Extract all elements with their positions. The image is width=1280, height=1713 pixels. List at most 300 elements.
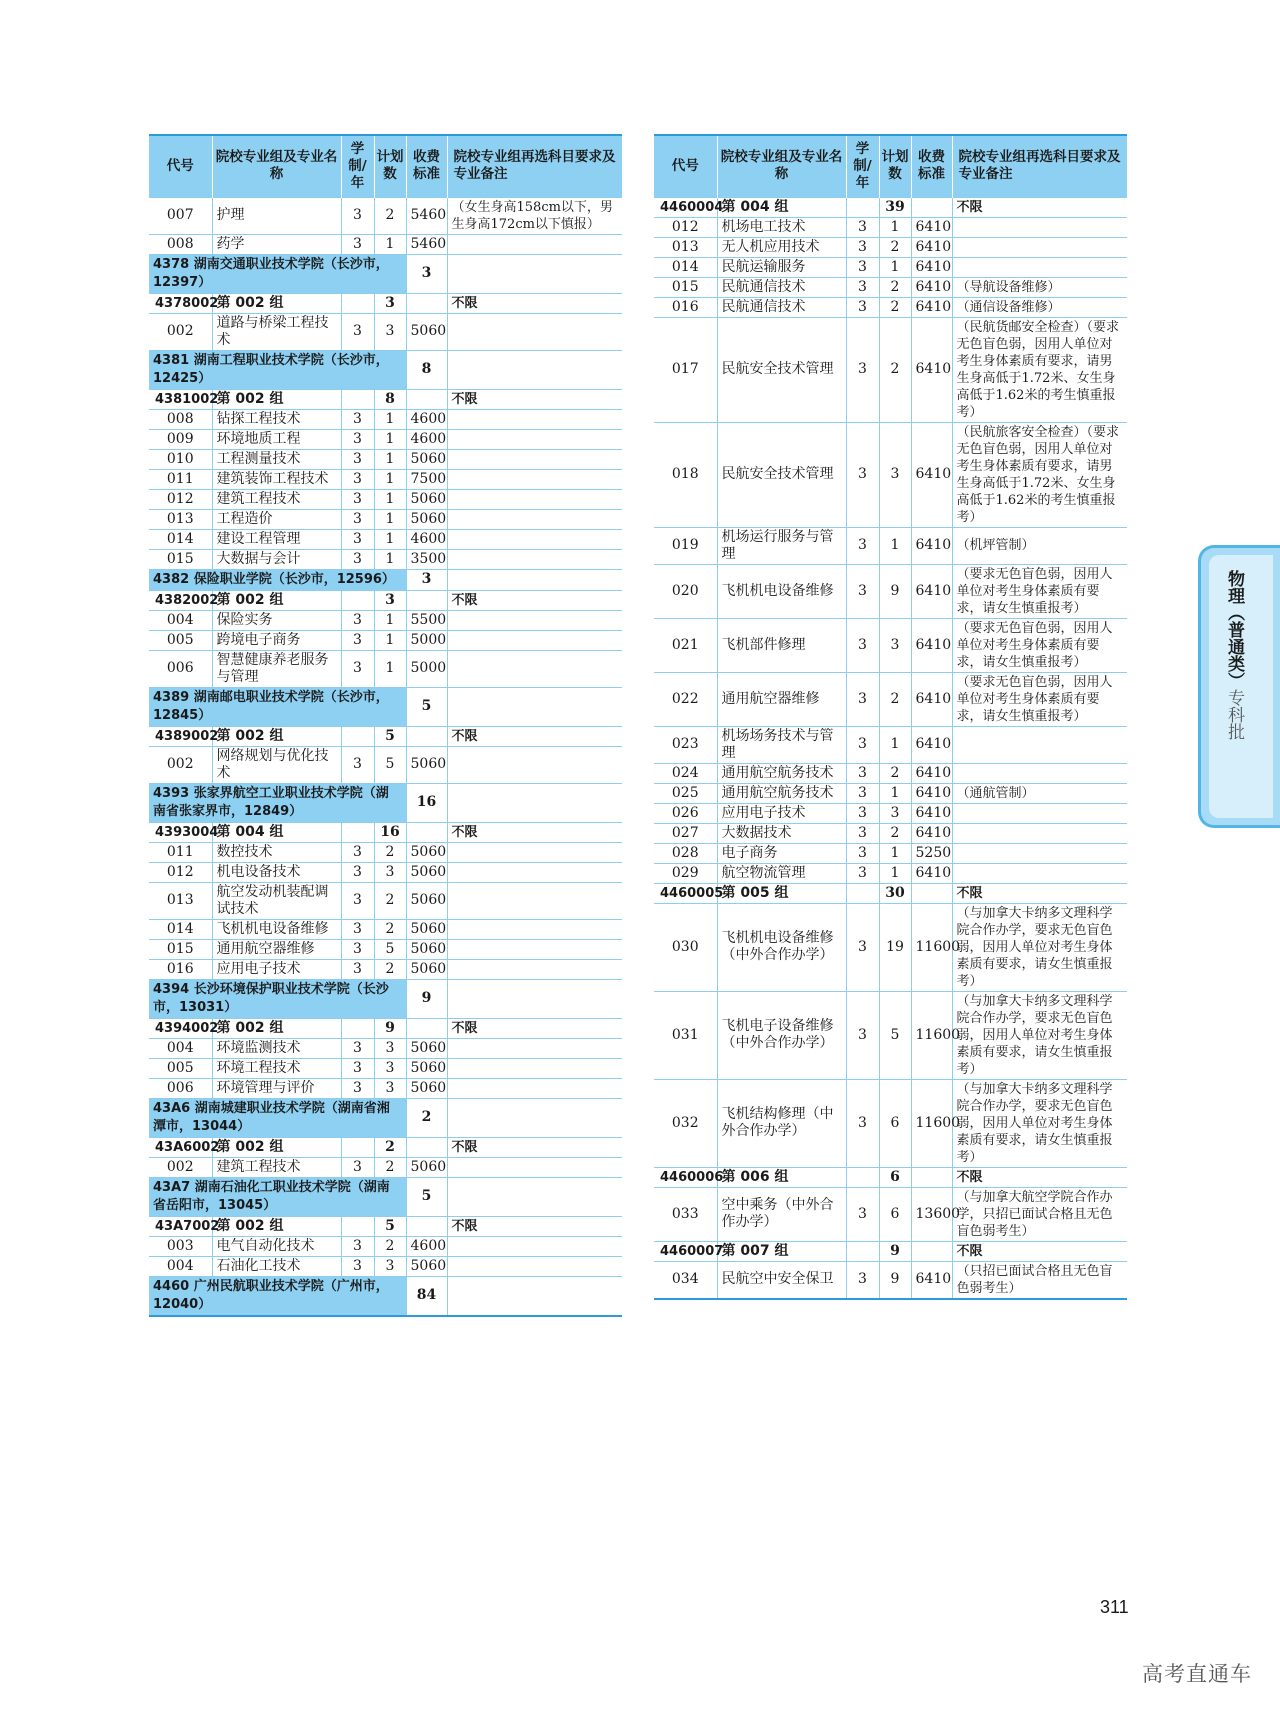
major-fee: 11600 xyxy=(911,903,952,991)
major-name: 环境管理与评价 xyxy=(212,1078,341,1098)
major-plan: 3 xyxy=(879,618,911,672)
major-note xyxy=(447,1236,622,1256)
group-plan: 30 xyxy=(879,883,911,903)
major-row xyxy=(149,610,622,630)
major-code: 019 xyxy=(654,527,717,564)
major-code: 012 xyxy=(149,862,212,882)
school-row xyxy=(149,1177,622,1216)
major-years: 3 xyxy=(341,610,374,630)
major-name: 数控技术 xyxy=(212,842,341,862)
major-name: 护理 xyxy=(212,197,341,234)
major-note xyxy=(447,882,622,919)
group-name: 第 002 组 xyxy=(212,389,341,409)
major-row xyxy=(149,842,622,862)
major-years: 3 xyxy=(341,313,374,350)
group-code: 4460007 xyxy=(654,1241,717,1261)
major-plan: 1 xyxy=(374,409,406,429)
major-code: 008 xyxy=(149,409,212,429)
group-years xyxy=(846,883,879,903)
group-fee xyxy=(911,1241,952,1261)
major-plan: 1 xyxy=(879,217,911,237)
major-plan: 1 xyxy=(374,630,406,650)
major-code: 008 xyxy=(149,234,212,254)
group-requirement: 不限 xyxy=(952,1241,1127,1261)
major-years: 3 xyxy=(341,939,374,959)
school-row xyxy=(149,783,622,822)
major-code: 002 xyxy=(149,746,212,783)
major-years: 3 xyxy=(846,527,879,564)
major-years: 3 xyxy=(846,297,879,317)
major-row xyxy=(654,1079,1127,1167)
group-fee xyxy=(911,197,952,217)
major-code: 033 xyxy=(654,1187,717,1241)
major-code: 030 xyxy=(654,903,717,991)
school-plan: 16 xyxy=(406,783,447,822)
major-row xyxy=(654,564,1127,618)
major-note xyxy=(447,746,622,783)
group-row xyxy=(654,1167,1127,1187)
major-fee: 5060 xyxy=(406,959,447,979)
major-code: 011 xyxy=(149,469,212,489)
section-side-tab xyxy=(1198,545,1280,828)
group-row xyxy=(149,293,622,313)
major-fee: 11600 xyxy=(911,1079,952,1167)
major-fee: 6410 xyxy=(911,763,952,783)
major-row xyxy=(149,489,622,509)
major-plan: 1 xyxy=(374,489,406,509)
major-note: （机坪管制） xyxy=(952,527,1127,564)
major-row xyxy=(149,1157,622,1177)
group-code: 4393004 xyxy=(149,822,212,842)
major-name: 网络规划与优化技术 xyxy=(212,746,341,783)
major-code: 021 xyxy=(654,618,717,672)
major-name: 通用航空航务技术 xyxy=(717,763,846,783)
school-plan: 9 xyxy=(406,979,447,1018)
major-note xyxy=(447,1038,622,1058)
major-fee: 5000 xyxy=(406,650,447,687)
major-row xyxy=(654,783,1127,803)
school-row xyxy=(149,979,622,1018)
major-years: 3 xyxy=(846,1079,879,1167)
major-fee: 5250 xyxy=(911,843,952,863)
major-years: 3 xyxy=(846,277,879,297)
major-name: 通用航空器维修 xyxy=(212,939,341,959)
group-years xyxy=(341,1137,374,1157)
major-years: 3 xyxy=(846,726,879,763)
school-plan: 8 xyxy=(406,350,447,389)
header-fee: 收费标准 xyxy=(911,135,952,197)
group-code: 4381002 xyxy=(149,389,212,409)
major-name: 飞机电子设备维修（中外合作办学） xyxy=(717,991,846,1079)
major-note xyxy=(447,509,622,529)
school-plan: 3 xyxy=(406,569,447,590)
major-note xyxy=(952,823,1127,843)
major-plan: 2 xyxy=(879,237,911,257)
major-note xyxy=(952,237,1127,257)
major-fee: 5460 xyxy=(406,234,447,254)
major-plan: 3 xyxy=(374,313,406,350)
major-plan: 3 xyxy=(879,803,911,823)
major-row xyxy=(149,882,622,919)
group-name: 第 007 组 xyxy=(717,1241,846,1261)
major-note: （通航管制） xyxy=(952,783,1127,803)
major-years: 3 xyxy=(846,823,879,843)
major-name: 航空发动机装配调试技术 xyxy=(212,882,341,919)
major-name: 民航安全技术管理 xyxy=(717,317,846,422)
group-plan: 16 xyxy=(374,822,406,842)
major-years: 3 xyxy=(341,197,374,234)
group-name: 第 002 组 xyxy=(212,1137,341,1157)
school-plan: 84 xyxy=(406,1276,447,1316)
school-name: 4389 湖南邮电职业技术学院（长沙市，12845） xyxy=(149,687,406,726)
group-row xyxy=(149,1018,622,1038)
major-plan: 1 xyxy=(374,529,406,549)
group-fee xyxy=(406,1137,447,1157)
major-row xyxy=(654,863,1127,883)
school-plan: 3 xyxy=(406,254,447,293)
major-years: 3 xyxy=(846,217,879,237)
major-code: 015 xyxy=(149,939,212,959)
major-note xyxy=(447,1078,622,1098)
major-years: 3 xyxy=(341,959,374,979)
watermark: 高考直通车 xyxy=(1142,1662,1252,1686)
major-plan: 1 xyxy=(374,469,406,489)
group-row xyxy=(149,726,622,746)
major-years: 3 xyxy=(341,469,374,489)
major-row xyxy=(149,939,622,959)
major-code: 015 xyxy=(654,277,717,297)
group-fee xyxy=(406,726,447,746)
major-years: 3 xyxy=(341,842,374,862)
major-code: 011 xyxy=(149,842,212,862)
school-row xyxy=(149,1098,622,1137)
major-plan: 3 xyxy=(879,422,911,527)
major-plan: 9 xyxy=(879,1261,911,1299)
major-code: 004 xyxy=(149,610,212,630)
major-code: 013 xyxy=(654,237,717,257)
major-years: 3 xyxy=(846,991,879,1079)
major-code: 007 xyxy=(149,197,212,234)
major-note xyxy=(447,449,622,469)
major-fee: 6410 xyxy=(911,726,952,763)
major-fee: 4600 xyxy=(406,529,447,549)
major-fee: 6410 xyxy=(911,672,952,726)
group-plan: 9 xyxy=(879,1241,911,1261)
major-name: 智慧健康养老服务与管理 xyxy=(212,650,341,687)
major-fee: 5060 xyxy=(406,746,447,783)
major-plan: 3 xyxy=(374,1058,406,1078)
major-note: （要求无色盲色弱，因用人单位对考生身体素质有要求，请女生慎重报考） xyxy=(952,672,1127,726)
group-years xyxy=(846,197,879,217)
school-name: 43A6 湖南城建职业技术学院（湖南省湘潭市，13044） xyxy=(149,1098,406,1137)
header-code: 代号 xyxy=(149,135,212,197)
header-name: 院校专业组及专业名称 xyxy=(717,135,846,197)
major-name: 药学 xyxy=(212,234,341,254)
group-code: 4460004 xyxy=(654,197,717,217)
major-code: 005 xyxy=(149,630,212,650)
group-code: 4394002 xyxy=(149,1018,212,1038)
major-note: （与加拿大卡纳多文理科学院合作办学，要求无色盲色弱，因用人单位对考生身体素质有要求，请女生慎重报考） xyxy=(952,1079,1127,1167)
group-plan: 5 xyxy=(374,726,406,746)
major-plan: 1 xyxy=(879,257,911,277)
major-fee: 5060 xyxy=(406,449,447,469)
major-row xyxy=(149,549,622,569)
major-note xyxy=(447,1058,622,1078)
major-row xyxy=(654,257,1127,277)
major-note xyxy=(447,529,622,549)
major-row xyxy=(654,237,1127,257)
major-row xyxy=(149,529,622,549)
major-note xyxy=(952,843,1127,863)
group-code: 4382002 xyxy=(149,590,212,610)
major-row xyxy=(149,919,622,939)
major-name: 民航通信技术 xyxy=(717,277,846,297)
group-years xyxy=(846,1241,879,1261)
major-years: 3 xyxy=(341,1157,374,1177)
major-name: 大数据与会计 xyxy=(212,549,341,569)
major-note xyxy=(447,630,622,650)
major-name: 应用电子技术 xyxy=(717,803,846,823)
school-row xyxy=(149,687,622,726)
major-plan: 3 xyxy=(374,1078,406,1098)
group-requirement: 不限 xyxy=(447,822,622,842)
major-fee: 6410 xyxy=(911,317,952,422)
school-name: 4393 张家界航空工业职业技术学院（湖南省张家界市，12849） xyxy=(149,783,406,822)
group-years xyxy=(341,726,374,746)
major-fee: 5060 xyxy=(406,1256,447,1276)
major-code: 020 xyxy=(654,564,717,618)
group-row xyxy=(149,590,622,610)
major-plan: 3 xyxy=(374,862,406,882)
major-years: 3 xyxy=(341,234,374,254)
major-plan: 3 xyxy=(374,1038,406,1058)
major-name: 飞机结构修理（中外合作办学） xyxy=(717,1079,846,1167)
admission-table-right xyxy=(654,134,1127,1300)
major-name: 机电设备技术 xyxy=(212,862,341,882)
major-row xyxy=(654,618,1127,672)
major-plan: 9 xyxy=(879,564,911,618)
major-code: 015 xyxy=(149,549,212,569)
school-name: 4378 湖南交通职业技术学院（长沙市，12397） xyxy=(149,254,406,293)
major-code: 028 xyxy=(654,843,717,863)
group-fee xyxy=(406,590,447,610)
major-fee: 5060 xyxy=(406,939,447,959)
major-code: 023 xyxy=(654,726,717,763)
major-row xyxy=(149,650,622,687)
major-code: 006 xyxy=(149,650,212,687)
major-row xyxy=(149,409,622,429)
major-years: 3 xyxy=(846,257,879,277)
major-years: 3 xyxy=(846,422,879,527)
major-fee: 5060 xyxy=(406,882,447,919)
major-plan: 2 xyxy=(879,763,911,783)
group-requirement: 不限 xyxy=(447,1137,622,1157)
major-years: 3 xyxy=(846,237,879,257)
major-years: 3 xyxy=(846,618,879,672)
major-code: 024 xyxy=(654,763,717,783)
school-plan: 2 xyxy=(406,1098,447,1137)
major-note xyxy=(447,409,622,429)
major-fee: 5060 xyxy=(406,1058,447,1078)
major-plan: 2 xyxy=(879,823,911,843)
major-plan: 6 xyxy=(879,1079,911,1167)
major-row xyxy=(149,449,622,469)
school-empty xyxy=(447,254,622,293)
major-code: 026 xyxy=(654,803,717,823)
major-note: （民航旅客安全检查）（要求无色盲色弱，因用人单位对考生身体素质有要求，请男生身高低于1.72米、女生身高低于1.62米的考生慎重报考） xyxy=(952,422,1127,527)
major-note: （只招已面试合格且无色盲色弱考生） xyxy=(952,1261,1127,1299)
major-plan: 2 xyxy=(374,919,406,939)
major-fee: 6410 xyxy=(911,217,952,237)
major-row xyxy=(654,277,1127,297)
major-row xyxy=(654,317,1127,422)
major-fee: 5060 xyxy=(406,313,447,350)
major-note xyxy=(447,234,622,254)
group-requirement: 不限 xyxy=(447,726,622,746)
group-plan: 39 xyxy=(879,197,911,217)
major-note: （与加拿大卡纳多文理科学院合作办学，要求无色盲色弱，因用人单位对考生身体素质有要求，请女生慎重报考） xyxy=(952,903,1127,991)
major-plan: 1 xyxy=(374,234,406,254)
major-years: 3 xyxy=(846,672,879,726)
major-fee: 6410 xyxy=(911,618,952,672)
side-tab-inner xyxy=(1209,555,1273,818)
group-fee xyxy=(406,822,447,842)
group-name: 第 002 组 xyxy=(212,590,341,610)
major-years: 3 xyxy=(341,1078,374,1098)
header-code: 代号 xyxy=(654,135,717,197)
school-name: 4381 湖南工程职业技术学院（长沙市，12425） xyxy=(149,350,406,389)
major-years: 3 xyxy=(341,862,374,882)
major-row xyxy=(654,217,1127,237)
major-row xyxy=(149,509,622,529)
group-plan: 6 xyxy=(879,1167,911,1187)
major-plan: 3 xyxy=(374,1256,406,1276)
major-name: 机场电工技术 xyxy=(717,217,846,237)
school-row xyxy=(149,569,622,590)
major-name: 机场场务技术与管理 xyxy=(717,726,846,763)
major-years: 3 xyxy=(341,549,374,569)
group-code: 43A7002 xyxy=(149,1216,212,1236)
group-years xyxy=(341,293,374,313)
header-years: 学制/年 xyxy=(846,135,879,197)
major-name: 道路与桥梁工程技术 xyxy=(212,313,341,350)
major-fee: 4600 xyxy=(406,409,447,429)
major-plan: 2 xyxy=(879,317,911,422)
major-name: 通用航空航务技术 xyxy=(717,783,846,803)
major-fee: 5500 xyxy=(406,610,447,630)
group-years xyxy=(341,1018,374,1038)
major-row xyxy=(149,1236,622,1256)
major-fee: 6410 xyxy=(911,803,952,823)
major-years: 3 xyxy=(846,803,879,823)
major-note xyxy=(952,763,1127,783)
left-table-body xyxy=(149,197,622,1316)
major-code: 009 xyxy=(149,429,212,449)
school-row xyxy=(149,254,622,293)
header-requirements: 院校专业组再选科目要求及专业备注 xyxy=(447,135,622,197)
major-plan: 1 xyxy=(879,726,911,763)
major-plan: 2 xyxy=(374,197,406,234)
major-row xyxy=(654,672,1127,726)
major-note xyxy=(447,959,622,979)
major-years: 3 xyxy=(341,429,374,449)
major-name: 建筑工程技术 xyxy=(212,1157,341,1177)
group-requirement: 不限 xyxy=(447,1216,622,1236)
major-note xyxy=(447,1157,622,1177)
major-note xyxy=(447,429,622,449)
major-plan: 6 xyxy=(879,1187,911,1241)
major-fee: 6410 xyxy=(911,783,952,803)
school-empty xyxy=(447,569,622,590)
group-code: 4389002 xyxy=(149,726,212,746)
major-years: 3 xyxy=(846,783,879,803)
major-fee: 13600 xyxy=(911,1187,952,1241)
major-row xyxy=(149,197,622,234)
major-fee: 5060 xyxy=(406,509,447,529)
right-table-body xyxy=(654,197,1127,1299)
major-code: 005 xyxy=(149,1058,212,1078)
major-row xyxy=(654,763,1127,783)
major-plan: 2 xyxy=(879,672,911,726)
group-code: 4460006 xyxy=(654,1167,717,1187)
group-years xyxy=(341,389,374,409)
group-fee xyxy=(911,883,952,903)
school-name: 4460 广州民航职业技术学院（广州市，12040） xyxy=(149,1276,406,1316)
major-row xyxy=(149,1078,622,1098)
major-name: 环境地质工程 xyxy=(212,429,341,449)
major-plan: 2 xyxy=(374,842,406,862)
school-plan: 5 xyxy=(406,687,447,726)
school-empty xyxy=(447,350,622,389)
major-code: 022 xyxy=(654,672,717,726)
major-note: （民航货邮安全检查）（要求无色盲色弱，因用人单位对考生身体素质有要求，请男生身高低于1.72米、女生身高低于1.62米的考生慎重报考） xyxy=(952,317,1127,422)
major-years: 3 xyxy=(341,1236,374,1256)
major-plan: 2 xyxy=(374,1157,406,1177)
major-code: 025 xyxy=(654,783,717,803)
major-row xyxy=(654,297,1127,317)
major-plan: 2 xyxy=(374,959,406,979)
major-note xyxy=(952,257,1127,277)
major-name: 建筑工程技术 xyxy=(212,489,341,509)
group-years xyxy=(341,822,374,842)
major-fee: 6410 xyxy=(911,422,952,527)
major-name: 通用航空器维修 xyxy=(717,672,846,726)
school-empty xyxy=(447,687,622,726)
major-code: 027 xyxy=(654,823,717,843)
major-plan: 5 xyxy=(374,939,406,959)
major-years: 3 xyxy=(341,409,374,429)
major-plan: 1 xyxy=(879,843,911,863)
major-row xyxy=(654,527,1127,564)
major-years: 3 xyxy=(846,863,879,883)
major-fee: 6410 xyxy=(911,863,952,883)
major-years: 3 xyxy=(846,1187,879,1241)
major-note: （导航设备维修） xyxy=(952,277,1127,297)
school-row xyxy=(149,350,622,389)
major-row xyxy=(654,1187,1127,1241)
major-fee: 7500 xyxy=(406,469,447,489)
major-years: 3 xyxy=(341,919,374,939)
major-name: 民航空中安全保卫 xyxy=(717,1261,846,1299)
major-name: 应用电子技术 xyxy=(212,959,341,979)
major-plan: 1 xyxy=(879,863,911,883)
major-name: 环境工程技术 xyxy=(212,1058,341,1078)
group-plan: 3 xyxy=(374,293,406,313)
major-name: 环境监测技术 xyxy=(212,1038,341,1058)
major-name: 民航运输服务 xyxy=(717,257,846,277)
major-row xyxy=(149,746,622,783)
major-code: 016 xyxy=(149,959,212,979)
